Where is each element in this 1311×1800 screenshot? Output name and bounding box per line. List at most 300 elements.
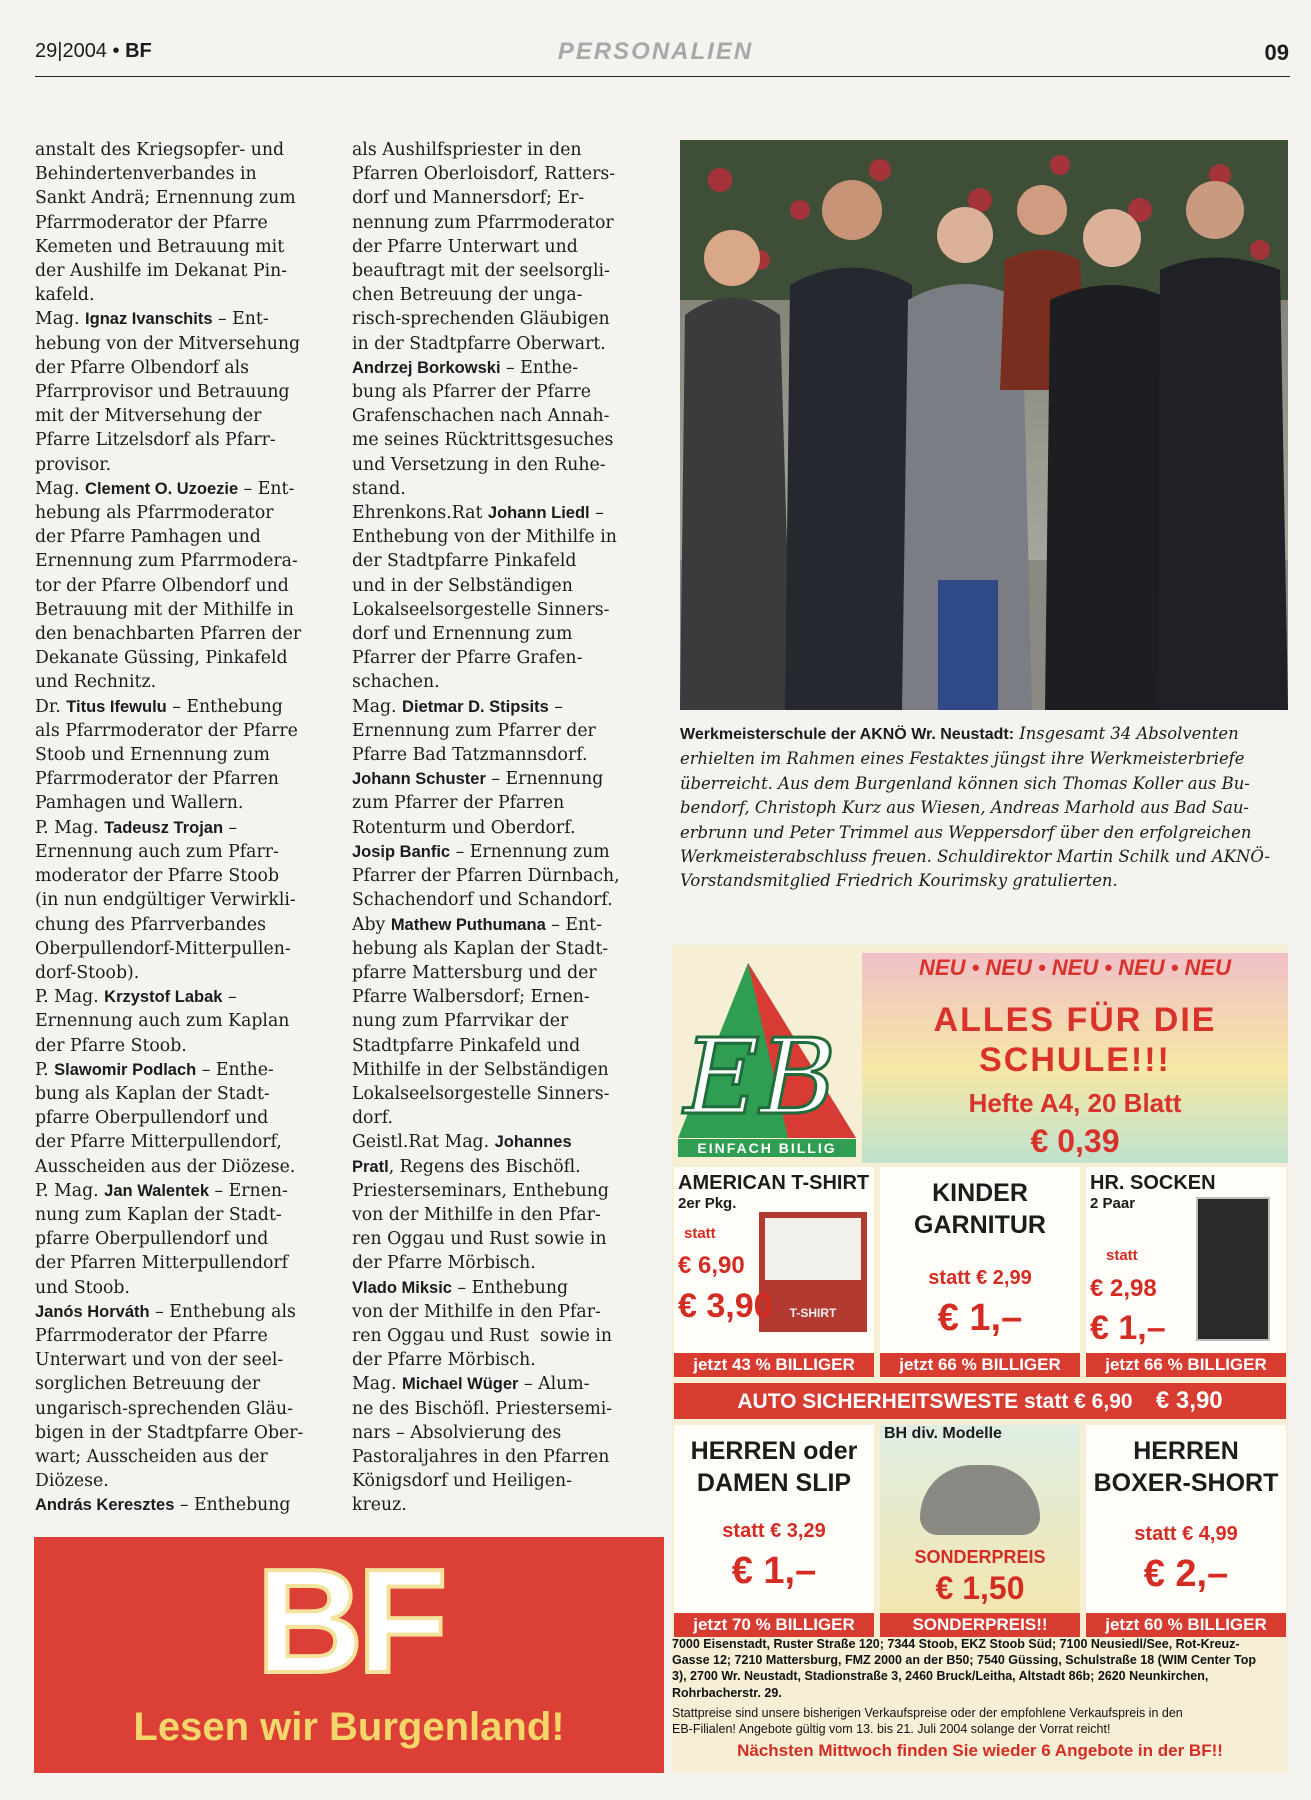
headline-subline: Hefte A4, 20 Blatt [968, 1088, 1182, 1118]
article-text: – Alum- [518, 1374, 590, 1395]
article-text: hebung als Kaplan der Stadt- [352, 938, 609, 959]
offer-badge: jetzt 66 % BILLIGER [880, 1353, 1080, 1377]
offer-statt: SONDERPREIS [914, 1547, 1046, 1567]
article-text: der Stadtpfarre Pinkafeld [352, 551, 577, 572]
person-name: Ignaz Ivanschits [85, 310, 213, 329]
article-text: ren Oggau und Rust sowie in [352, 1229, 607, 1250]
article-line [35, 1397, 325, 1421]
article-text: nung zum Pfarrvikar der [352, 1011, 569, 1032]
article-text: stand. [352, 478, 406, 499]
offer-badge: jetzt 43 % BILLIGER [674, 1353, 874, 1377]
article-text: Lokalseelsorgestelle Sinners- [352, 1083, 610, 1104]
article-text: nung zum Kaplan der Stadt- [35, 1204, 282, 1225]
offer-boxer-short[interactable] [1086, 1425, 1286, 1637]
article-line [352, 1421, 652, 1445]
article-line [352, 1155, 652, 1179]
article-text: Unterwart und von der seel- [35, 1350, 284, 1371]
article-line [35, 1106, 325, 1130]
offer-sub: 2er Pkg. [678, 1195, 737, 1212]
article-line [35, 1469, 325, 1493]
article-line [35, 598, 325, 622]
offer-badge: SONDERPREIS!! [880, 1613, 1080, 1637]
article-text: moderator der Pfarre Stoob [35, 866, 280, 887]
article-line [352, 307, 652, 331]
article-line [352, 937, 652, 961]
article-line [35, 913, 325, 937]
article-line [35, 501, 325, 525]
article-line [35, 1058, 325, 1082]
article-text: der Pfarre Olbendorf als [35, 357, 250, 378]
article-text: ne des Bischöfl. Priestersemi- [352, 1398, 613, 1419]
article-line [352, 1058, 652, 1082]
offer-socken[interactable] [1086, 1167, 1286, 1377]
article-line [35, 525, 325, 549]
article-line [352, 1324, 652, 1348]
article-text: – Ent- [238, 478, 295, 499]
article-text: der Pfarre Mörbisch. [352, 1253, 536, 1274]
caption-line: erbrunn und Peter Trimmel aus Weppersdorf über den erfolgreichen [680, 822, 1252, 842]
offer-statt: statt [1106, 1247, 1138, 1264]
article-line [35, 719, 325, 743]
offer-title: AMERICAN T-SHIRT [678, 1172, 870, 1194]
article-line [352, 332, 652, 356]
store-line: 7000 Eisenstadt, Ruster Straße 120; 7344 Stoob, EKZ Stoob Süd; 7100 Neusiedl/See, Rot-Kreuz- [672, 1637, 1240, 1651]
article-text: von der Mithilfe in den Pfar- [352, 1301, 601, 1322]
article-line [352, 1009, 652, 1033]
article-text: – Ernennung zum [450, 841, 610, 862]
offer-old-price: € 2,98 [1090, 1275, 1157, 1302]
offer-price: € 2,– [1143, 1553, 1229, 1595]
article-line [352, 743, 652, 767]
strip-price: € 3,90 [1155, 1387, 1223, 1414]
article-line [352, 1082, 652, 1106]
article-line [352, 453, 652, 477]
offer-statt: statt € 3,29 [722, 1520, 826, 1542]
article-text: und Stoob. [35, 1277, 130, 1298]
article-text: – Enthe- [196, 1059, 274, 1080]
disclaimer-line: Stattpreise sind unsere bisherigen Verkaufspreise oder der empfohlene Verkaufspreis in den [672, 1705, 1183, 1720]
article-line [35, 211, 325, 235]
article-text: der Pfarre Pamhagen und [35, 527, 261, 548]
offer-price: € 1,– [731, 1550, 817, 1592]
article-line [35, 1227, 325, 1251]
article-line [35, 985, 325, 1009]
article-line [35, 186, 325, 210]
eb-logo-letters: EB [683, 1016, 837, 1138]
article-line [352, 864, 652, 888]
article-line [35, 1300, 325, 1324]
article-line [352, 138, 652, 162]
article-text: P. [35, 1059, 55, 1080]
article-text: Kemeten und Betrauung mit [35, 236, 285, 257]
article-line [35, 307, 325, 331]
article-line [35, 235, 325, 259]
article-line [35, 1082, 325, 1106]
article-text: sorglichen Betreuung der [35, 1374, 261, 1395]
article-line [35, 1372, 325, 1396]
article-text: und Versetzung in den Ruhe- [352, 454, 606, 475]
article-text: als Pfarrmoderator der Pfarre [35, 720, 298, 741]
article-line [35, 1324, 325, 1348]
article-text: nennung zum Pfarrmoderator [352, 212, 614, 233]
article-text: dorf und Ernennung zum [352, 624, 573, 645]
article-line [352, 186, 652, 210]
auto-weste-strip[interactable] [674, 1383, 1286, 1419]
article-text: bung als Kaplan der Stadt- [35, 1083, 270, 1104]
offer-badge: jetzt 70 % BILLIGER [674, 1613, 874, 1637]
person-name: Andrzej Borkowski [352, 358, 501, 377]
article-text: Enthebung von der Mithilfe in [352, 527, 617, 548]
article-text: kreuz. [352, 1495, 407, 1516]
offer-title: BH div. Modelle [884, 1425, 1002, 1442]
article-text: von der Mithilfe in den Pfar- [352, 1204, 601, 1225]
article-text: hebung als Pfarrmoderator [35, 503, 274, 524]
article-text: der Pfarre Mitterpullendorf, [35, 1132, 282, 1153]
article-line [352, 1348, 652, 1372]
article-text: Diözese. [35, 1471, 109, 1492]
article-text: dorf. [352, 1108, 394, 1129]
article-text: Lokalseelsorgestelle Sinners- [352, 599, 610, 620]
person-name: András Keresztes [35, 1496, 175, 1515]
article-text: pfarre Oberpullendorf und [35, 1108, 269, 1129]
article-line [35, 791, 325, 815]
article-line [35, 1445, 325, 1469]
article-text: Sankt Andrä; Ernennung zum [35, 188, 296, 209]
article-line [35, 453, 325, 477]
article-line [35, 1130, 325, 1154]
article-text: chung des Pfarrverbandes [35, 914, 267, 935]
offer-price: € 1,– [937, 1297, 1023, 1339]
article-text: Pfarrmoderator der Pfarren [35, 769, 279, 790]
article-line [352, 1106, 652, 1130]
article-line [35, 1421, 325, 1445]
article-text: den benachbarten Pfarren der [35, 624, 302, 645]
article-line [35, 646, 325, 670]
article-text: Königsdorf und Heiligen- [352, 1471, 573, 1492]
article-text: Rotenturm und Oberdorf. [352, 817, 576, 838]
article-text: der Pfarren Mitterpullendorf [35, 1253, 289, 1274]
caption-line: Vorstandsmitglied Friedrich Kourimsky gratulierten. [680, 871, 1118, 891]
article-text: risch-sprechenden Gläubigen [352, 309, 610, 330]
article-line [352, 719, 652, 743]
article-text: Schachendorf und Schandorf. [352, 890, 613, 911]
article-line [352, 767, 652, 791]
article-text: Ernennung auch zum Kaplan [35, 1011, 290, 1032]
group-photo [680, 140, 1288, 710]
article-text: – Enthebung als [149, 1301, 296, 1322]
article-text: Stadtpfarre Pinkafeld und [352, 1035, 581, 1056]
person-name: Janós Horváth [35, 1302, 150, 1321]
article-line [352, 549, 652, 573]
article-text: – Ent- [545, 914, 602, 935]
article-line [352, 1227, 652, 1251]
offer-bh[interactable] [880, 1425, 1080, 1637]
article-text: – [223, 817, 238, 838]
article-text: Priesterseminars, Enthebung [352, 1180, 609, 1201]
article-text: Pfarren Oberloisdorf, Ratters- [352, 164, 616, 185]
article-line [35, 332, 325, 356]
article-line [352, 961, 652, 985]
store-line: 3), 2700 Wr. Neustadt, Stadionstraße 3, 2460 Bruck/Leitha, Altstadt 86b; 2620 Neunkirchen, [672, 1669, 1209, 1684]
article-line [352, 598, 652, 622]
article-line [352, 1397, 652, 1421]
article-text: der Pfarre Stoob. [35, 1035, 187, 1056]
article-line [35, 259, 325, 283]
article-column-2 [352, 138, 652, 1518]
article-line [352, 840, 652, 864]
article-line [35, 937, 325, 961]
caption-title: Werkmeisterschule der AKNÖ Wr. Neustadt: [680, 726, 1015, 743]
article-line [35, 356, 325, 380]
article-text: – Enthe- [500, 357, 579, 378]
article-line [35, 1034, 325, 1058]
brand-label: BF [125, 40, 152, 62]
offer-badge: jetzt 66 % BILLIGER [1086, 1353, 1286, 1377]
article-text: Mithilfe in der Selbständigen [352, 1059, 609, 1080]
article-text: mit der Mitversehung der [35, 406, 262, 427]
article-line [35, 162, 325, 186]
offer-kinder-garnitur[interactable] [880, 1167, 1080, 1377]
article-text: , Regens des Bischöfl. [388, 1156, 581, 1177]
article-line [352, 501, 652, 525]
article-text: Pamhagen und Wallern. [35, 793, 244, 814]
ad-footer [672, 1636, 1288, 1759]
article-text: Oberpullendorf-Mitterpullen- [35, 938, 291, 959]
article-text: Pfarre Bad Tatzmannsdorf. [352, 745, 588, 766]
article-line [352, 477, 652, 501]
article-text: Aby [352, 914, 391, 935]
article-text: P. Mag. [35, 987, 105, 1008]
article-text: Dekanate Güssing, Pinkafeld [35, 648, 288, 669]
article-text: (in nun endgültiger Verwirkli- [35, 890, 296, 911]
article-text: Grafenschachen nach Annah- [352, 406, 610, 427]
tshirt-pack-image [759, 1212, 867, 1332]
article-text: me seines Rücktrittsgesuches [352, 430, 614, 451]
article-line [352, 1469, 652, 1493]
article-line [352, 913, 652, 937]
headline-panel [862, 953, 1288, 1163]
article-line [352, 211, 652, 235]
headline-line-2: SCHULE!!! [979, 1041, 1171, 1079]
article-line [352, 816, 652, 840]
disclaimer-line: EB-Filialen! Angebote gültig vom 13. bis 21. Juli 2004 solange der Vorrat reicht! [672, 1722, 1111, 1737]
article-text: Pfarrmoderator der Pfarre [35, 1325, 268, 1346]
article-text: Pfarre Litzelsdorf als Pfarr- [35, 430, 276, 451]
article-text: – Enthebung [174, 1495, 291, 1516]
bh-image [920, 1465, 1040, 1535]
eb-tagline: EINFACH BILLIG [678, 1139, 856, 1157]
article-line [35, 283, 325, 307]
article-text: anstalt des Kriegsopfer- und [35, 140, 285, 160]
article-text: provisor. [35, 454, 112, 475]
article-line [35, 743, 325, 767]
article-line [35, 1179, 325, 1203]
article-line [352, 380, 652, 404]
article-line [35, 1251, 325, 1275]
article-text: Stoob und Ernennung zum [35, 745, 270, 766]
article-text: Betrauung mit der Mithilfe in [35, 599, 294, 620]
article-line [352, 670, 652, 694]
person-name: Johannes [494, 1133, 572, 1152]
offer-statt: statt € 4,99 [1134, 1523, 1238, 1545]
article-line [352, 695, 652, 719]
article-text: als Aushilfspriester in den [352, 140, 582, 160]
bf-slogan: Lesen wir Burgenland! [133, 1705, 565, 1749]
article-text: und in der Selbständigen [352, 575, 573, 596]
article-line [35, 622, 325, 646]
article-text: pfarre Oberpullendorf und [35, 1229, 269, 1250]
caption-line: bendorf, Christoph Kurz aus Wiesen, Andreas Marhold aus Bad Sau- [680, 798, 1249, 818]
article-text: P. Mag. [35, 817, 105, 838]
offer-old-price: € 6,90 [678, 1252, 745, 1279]
article-line [352, 1203, 652, 1227]
page-number: 09 [1264, 40, 1289, 65]
ad-closing-line: Nächsten Mittwoch finden Sie wieder 6 Angebote in der BF!! [737, 1741, 1223, 1761]
article-line [35, 138, 325, 162]
headline-line-1: ALLES FÜR DIE [933, 1001, 1217, 1039]
article-text: Pfarrer der Pfarre Grafen- [352, 648, 583, 669]
article-line [35, 1203, 325, 1227]
person-name: Clement O. Uzoezie [85, 479, 239, 498]
eb-logo [678, 953, 856, 1158]
article-text: P. Mag. [35, 1180, 105, 1201]
article-line [352, 1130, 652, 1154]
headline-subprice: € 0,39 [1030, 1123, 1120, 1159]
bf-banner[interactable] [34, 1537, 664, 1773]
article-text: beauftragt mit der seelsorgli- [352, 261, 610, 282]
article-line [35, 695, 325, 719]
bf-logo: BF [256, 1539, 442, 1704]
person-name: Titus Ifewulu [66, 697, 167, 716]
article-text: in der Stadtpfarre Oberwart. [352, 333, 606, 354]
article-line [352, 1445, 652, 1469]
article-line [352, 356, 652, 380]
article-line [352, 1251, 652, 1275]
article-text: Behindertenverbandes in [35, 164, 257, 185]
article-text: dorf und Mannersdorf; Er- [352, 188, 585, 209]
person-name: Michael Wüger [402, 1375, 519, 1394]
tshirt-pack-label: T-SHIRT [789, 1306, 837, 1320]
article-line [352, 985, 652, 1009]
article-line [352, 259, 652, 283]
article-line [352, 1179, 652, 1203]
article-text: Pastoraljahres in den Pfarren [352, 1446, 610, 1467]
offer-sub: 2 Paar [1090, 1195, 1136, 1212]
article-text: Pfarrmoderator der Pfarre [35, 212, 268, 233]
article-text: und Rechnitz. [35, 672, 157, 693]
offer-title: HERREN oder DAMEN SLIP [690, 1437, 858, 1497]
article-line [35, 888, 325, 912]
article-line [35, 428, 325, 452]
person-name: Slawomir Podlach [54, 1060, 197, 1079]
offer-slip[interactable] [674, 1425, 874, 1637]
article-line [35, 840, 325, 864]
caption-line: überreicht. Aus dem Burgenland können sich Thomas Koller aus Bu- [680, 773, 1250, 793]
article-text: – Ernen- [209, 1180, 288, 1201]
article-line [35, 549, 325, 573]
article-line [35, 1155, 325, 1179]
article-text: tor der Pfarre Olbendorf und [35, 575, 289, 596]
offer-title: HERREN BOXER-SHORT [1093, 1437, 1279, 1497]
article-text: kafeld. [35, 285, 95, 306]
article-line [35, 1348, 325, 1372]
article-line [352, 1372, 652, 1396]
article-text: Mag. [35, 478, 86, 499]
caption-line: erhielten im Rahmen eines Festaktes jüngst ihre Werkmeisterbriefe [680, 749, 1245, 769]
article-line [35, 380, 325, 404]
article-text: bung als Pfarrer der Pfarre [352, 382, 592, 403]
article-line [352, 162, 652, 186]
article-line [35, 477, 325, 501]
offer-price: € 1,– [1090, 1309, 1166, 1347]
offer-badge: jetzt 60 % BILLIGER [1086, 1613, 1286, 1637]
person-name: Pratl [352, 1157, 389, 1176]
article-line [352, 888, 652, 912]
article-text: – Enthebung [451, 1277, 569, 1298]
article-text: Pfarrer der Pfarren Dürnbach, [352, 866, 620, 887]
article-line [35, 404, 325, 428]
article-text: nars – Absolvierung des [352, 1422, 562, 1443]
person-name: Mathew Puthumana [390, 915, 546, 934]
caption-line: Werkmeisterabschluss freuen. Schuldirektor Martin Schilk und AKNÖ- [680, 847, 1270, 867]
article-text: Dr. [35, 696, 67, 717]
article-line [35, 961, 325, 985]
article-text: zum Pfarrer der Pfarren [352, 793, 565, 814]
article-text: – [548, 696, 563, 717]
article-line [352, 1034, 652, 1058]
article-text: Mag. [352, 696, 403, 717]
article-text: bigen in der Stadtpfarre Ober- [35, 1422, 304, 1443]
article-text: Pfarre Walbersdorf; Ernen- [352, 987, 590, 1008]
offer-tshirt[interactable] [674, 1167, 874, 1377]
caption-line: Insgesamt 34 Absolventen [1014, 724, 1239, 743]
article-line [352, 283, 652, 307]
article-text: der Aushilfe im Dekanat Pin- [35, 261, 288, 282]
article-line [352, 622, 652, 646]
article-line [352, 646, 652, 670]
article-line [352, 1300, 652, 1324]
article-text: chen Betreuung der unga- [352, 285, 583, 306]
article-text: Ernennung zum Pfarrer der [352, 720, 596, 741]
article-line [35, 1493, 325, 1517]
article-text: – [589, 503, 604, 524]
article-line [35, 767, 325, 791]
person-name: Jan Walentek [104, 1181, 210, 1200]
article-text: schachen. [352, 672, 440, 693]
header-divider [35, 76, 1290, 77]
article-text: Mag. [35, 309, 86, 330]
article-text: Ernennung auch zum Pfarr- [35, 841, 279, 862]
article-line [352, 1493, 652, 1517]
article-line [35, 816, 325, 840]
article-line [352, 428, 652, 452]
article-line [35, 670, 325, 694]
socks-image [1196, 1197, 1270, 1341]
person-name: Johann Schuster [352, 770, 486, 789]
article-text: hebung von der Mitversehung [35, 333, 301, 354]
offer-statt: statt € 2,99 [928, 1267, 1032, 1289]
person-name: Johann Liedl [487, 504, 590, 523]
article-line [352, 404, 652, 428]
article-line [352, 1276, 652, 1300]
offer-title: HR. SOCKEN [1090, 1172, 1216, 1194]
article-line [35, 864, 325, 888]
strip-text: AUTO SICHERHEITSWESTE statt € 6,90 [737, 1390, 1133, 1413]
article-text: ungarisch-sprechenden Gläu- [35, 1398, 294, 1419]
article-text: Ehrenkons.Rat [352, 503, 488, 524]
article-text: der Pfarre Unterwart und [352, 236, 578, 257]
section-title: PERSONALIEN [557, 38, 754, 65]
